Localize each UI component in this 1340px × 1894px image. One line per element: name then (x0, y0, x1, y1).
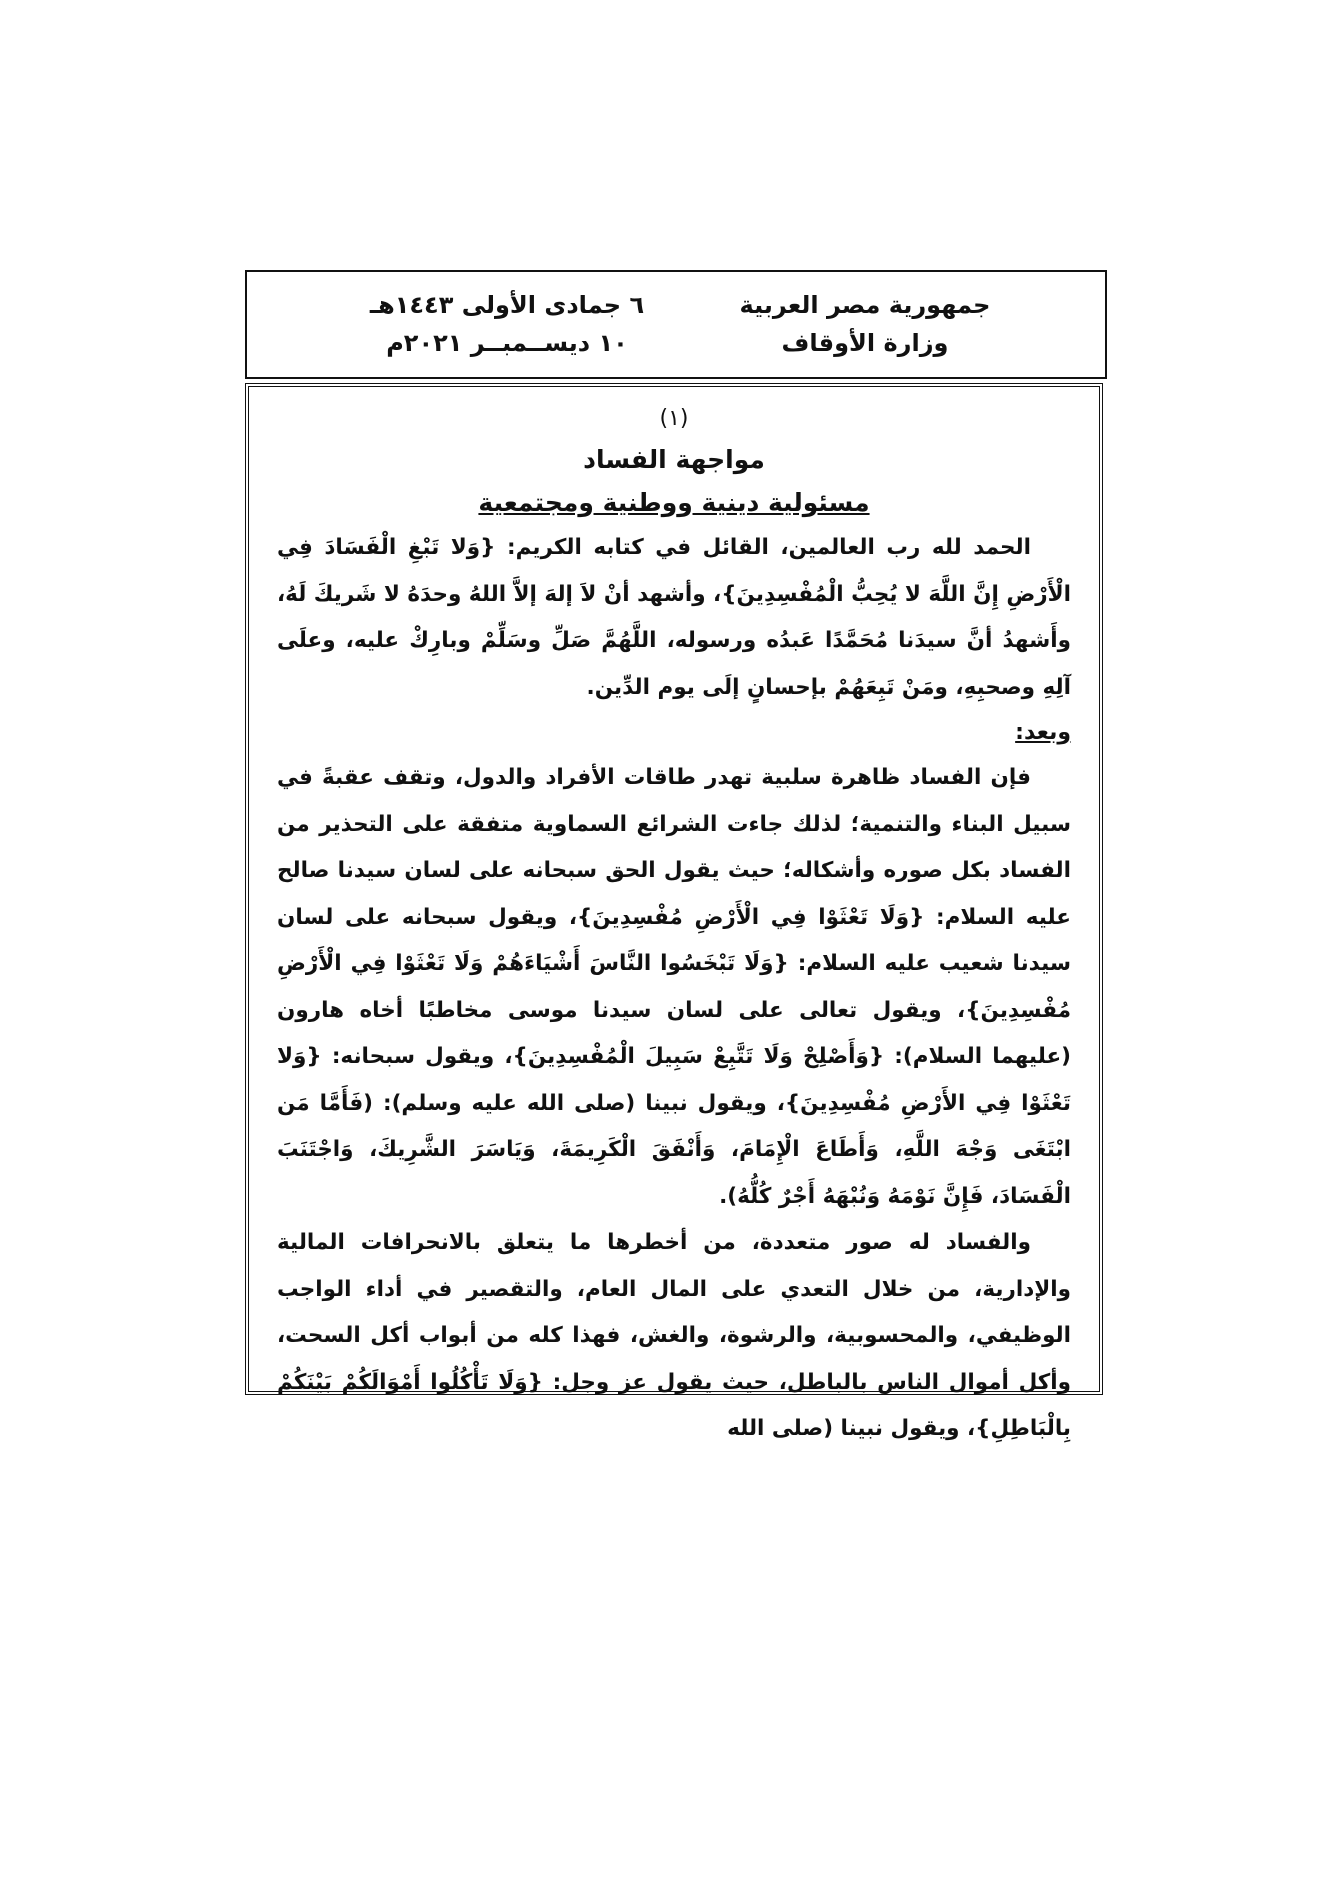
document-header (245, 270, 1107, 379)
body-paragraph-2: والفساد له صور متعددة، من أخطرها ما يتعلق بالانحرافات المالية والإدارية، من خلال التعدي على المال العام، والتقصير في أداء الواجب الوظيفي، والمحسوبية، والرشوة، والغش، فهذا كله من أبواب أكل السحت، وأكل أموال الناس بالباطل، حيث يقول عز وجل: {وَلَا تَأْكُلُوا أَمْوَالَكُمْ بَيْنَكُمْ بِالْبَاطِلِ}، ويقول نبينا (صلى الله (277, 1230, 1071, 1441)
country-name: جمهورية مصر العربية (739, 291, 991, 319)
gregorian-date: ١٠ ديســمبــر ٢٠٢١م (386, 329, 628, 357)
wa-baad-heading: وبعد: (1015, 720, 1071, 745)
date-block (347, 286, 667, 362)
ministry-name: وزارة الأوقاف (781, 329, 949, 357)
page-number: (١) (659, 406, 689, 431)
body-paragraph-1: فإن الفساد ظاهرة سلبية تهدر طاقات الأفراد والدول، وتقف عقبةً في سبيل البناء والتنمية؛ لذلك جاءت الشرائع السماوية متفقة على التحذير من الفساد بكل صوره وأشكاله؛ حيث يقول الحق سبحانه على لسان سيدنا صالح عليه السلام: {وَلَا تَعْثَوْا فِي الْأَرْضِ مُفْسِدِينَ}، ويقول سبحانه على لسان سيدنا شعيب عليه السلام: {وَلَا تَبْخَسُوا النَّاسَ أَشْيَاءَهُمْ وَلَا تَعْثَوْا فِي الْأَرْضِ مُفْسِدِينَ}، ويقول تعالى على لسان سيدنا موسى مخاطبًا أخاه هارون (عليهما السلام): {وَأَصْلِحْ وَلَا تَتَّبِعْ سَبِيلَ الْمُفْسِدِينَ}، ويقول سبحانه: {وَلا تَعْثَوْا فِي الأَرْضِ مُفْسِدِينَ}، ويقول نبينا (صلى الله عليه وسلم): (فَأَمَّا مَن ابْتَغَى وَجْهَ اللَّهِ، وَأَطَاعَ الْإِمَامَ، وَأَنْفَقَ الْكَرِيمَةَ، وَيَاسَرَ الشَّرِيكَ، وَاجْتَنَبَ الْفَسَادَ، فَإِنَّ نَوْمَهُ وَنُبْهَهُ أَجْرٌ كُلُّهُ). (277, 765, 1071, 1209)
document-body (245, 383, 1103, 1441)
issuer-block (715, 286, 1015, 362)
intro-paragraph: الحمد لله رب العالمين، القائل في كتابه الكريم: {وَلا تَبْغِ الْفَسَادَ فِي الْأَرْضِ إِنَّ اللَّهَ لا يُحِبُّ الْمُفْسِدِينَ}، وأشهد أنْ لاَ إلهَ إلاَّ اللهُ وحدَهُ لا شَريكَ لَهُ، وأَشهدُ أنَّ سيدَنا مُحَمَّدًا عَبدُه ورسوله، اللَّهُمَّ صَلِّ وسَلِّمْ وبارِكْ عليه، وعلَى آلِهِ وصحبِهِ، ومَنْ تَبِعَهُمْ بإحسانٍ إلَى يوم الدِّين. (277, 535, 1071, 700)
hijri-date: ٦ جمادى الأولى ١٤٤٣هـ (369, 291, 645, 319)
document-subtitle: مسئولية دينية ووطنية ومجتمعية (478, 488, 870, 517)
document-title: مواجهة الفساد (583, 445, 765, 474)
